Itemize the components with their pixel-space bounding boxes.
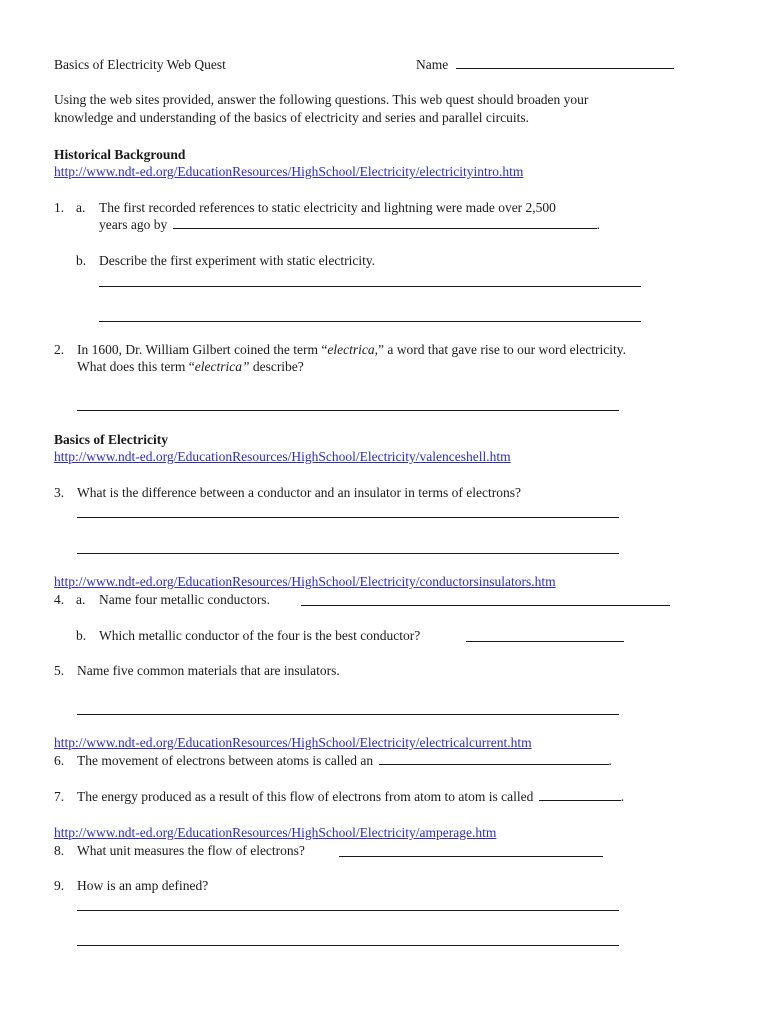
link-amperage[interactable]: http://www.ndt-ed.org/EducationResources/HighSchool/Electricity/amperage.htm: [54, 825, 497, 840]
name-blank: [456, 56, 674, 69]
question-4-number: 4.: [54, 592, 65, 607]
answer-blank-1a: [173, 216, 597, 229]
answer-line-1b-2: [99, 321, 641, 322]
worksheet-title: Basics of Electricity Web Quest: [54, 57, 226, 72]
question-4b-letter: b.: [76, 628, 87, 643]
question-3-number: 3.: [54, 485, 65, 500]
name-label: Name: [416, 57, 449, 72]
question-2-number: 2.: [54, 342, 65, 357]
question-2-text-line2: What does this term “electrica” describe?: [77, 359, 304, 374]
question-9-number: 9.: [54, 878, 65, 893]
question-1a-text-line2: years ago by .: [99, 217, 600, 232]
question-8-number: 8.: [54, 843, 65, 858]
answer-blank-4a: [301, 605, 670, 606]
question-1a-text-line1: The first recorded references to static electricity and lightning were made over 2,500: [99, 200, 556, 215]
question-6-text: The movement of electrons between atoms is called an .: [77, 753, 612, 768]
question-2-text-line1: In 1600, Dr. William Gilbert coined the term “electrica,” a word that gave rise to our word electricity.: [77, 342, 627, 357]
link-valence-shell[interactable]: http://www.ndt-ed.org/EducationResources/HighSchool/Electricity/valenceshell.htm: [54, 449, 511, 464]
question-1-number: 1.: [54, 200, 65, 215]
question-5-text: Name five common materials that are insulators.: [77, 663, 340, 678]
answer-line-3-1: [77, 517, 619, 518]
answer-line-9-2: [77, 945, 619, 946]
link-electrical-current[interactable]: http://www.ndt-ed.org/EducationResources/HighSchool/Electricity/electricalcurrent.htm: [54, 735, 532, 750]
answer-line-5: [77, 714, 619, 715]
answer-blank-7: [539, 788, 621, 801]
answer-blank-8: [339, 856, 603, 857]
answer-blank-4b: [466, 641, 624, 642]
question-1b-text: Describe the first experiment with static electricity.: [99, 253, 376, 268]
question-7-number: 7.: [54, 789, 65, 804]
answer-line-3-2: [77, 553, 619, 554]
intro-line-2: knowledge and understanding of the basics of electricity and series and parallel circuits.: [54, 110, 529, 125]
question-9-text: How is an amp defined?: [77, 878, 209, 893]
question-3-text: What is the difference between a conductor and an insulator in terms of electrons?: [77, 485, 521, 500]
question-1a-letter: a.: [76, 200, 86, 215]
question-7-text: The energy produced as a result of this flow of electrons from atom to atom is called .: [77, 789, 625, 804]
answer-line-1b-1: [99, 286, 641, 287]
question-1b-letter: b.: [76, 253, 87, 268]
question-4a-letter: a.: [76, 592, 86, 607]
link-electricity-intro[interactable]: http://www.ndt-ed.org/EducationResources/HighSchool/Electricity/electricityintro.htm: [54, 164, 524, 179]
answer-line-2: [77, 410, 619, 411]
question-6-number: 6.: [54, 753, 65, 768]
question-4b-text: Which metallic conductor of the four is the best conductor?: [99, 628, 421, 643]
question-4a-text: Name four metallic conductors.: [99, 592, 270, 607]
section-heading-basics: Basics of Electricity: [54, 432, 168, 447]
section-heading-historical: Historical Background: [54, 147, 186, 162]
name-field: [416, 56, 674, 74]
question-5-number: 5.: [54, 663, 65, 678]
link-conductors-insulators[interactable]: http://www.ndt-ed.org/EducationResources/HighSchool/Electricity/conductorsinsulators.htm: [54, 574, 556, 589]
intro-line-1: Using the web sites provided, answer the following questions. This web quest should broaden your: [54, 92, 589, 107]
answer-blank-6: [379, 752, 609, 765]
question-8-text: What unit measures the flow of electrons?: [77, 843, 305, 858]
answer-line-9-1: [77, 910, 619, 911]
